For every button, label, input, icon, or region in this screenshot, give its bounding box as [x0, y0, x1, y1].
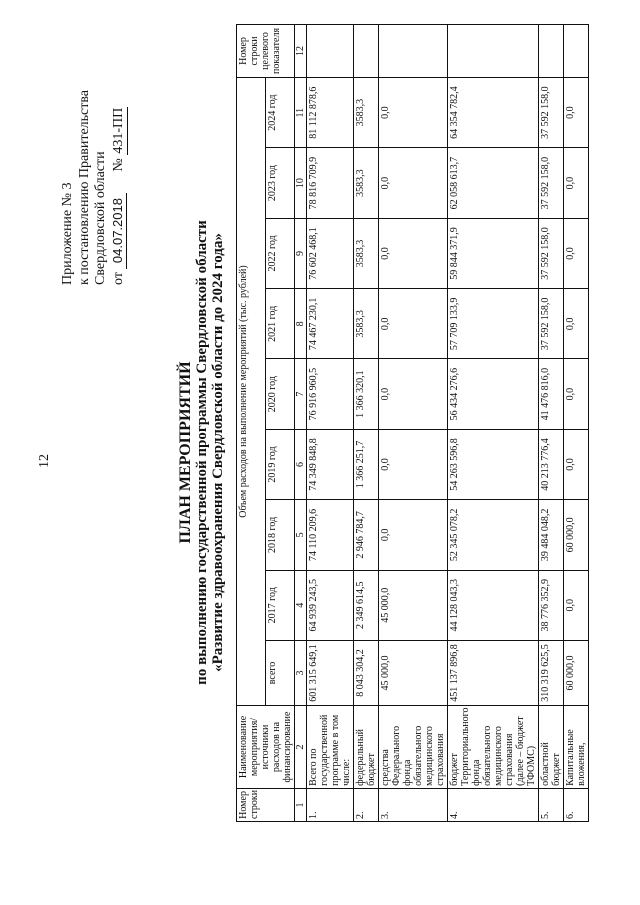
- row-year-value: 76 916 960,5: [307, 359, 354, 429]
- row-year-value: 0,0: [379, 77, 448, 147]
- row-indicator: [307, 25, 354, 78]
- header-name: Наименование мероприятия/ источники расходов на финансирование: [237, 706, 295, 789]
- row-year-value: 62 058 613,7: [448, 148, 539, 218]
- decree-date: 04.07.2018: [110, 193, 128, 269]
- column-number: 2: [295, 706, 307, 789]
- row-total: 8 043 304,2: [354, 640, 379, 705]
- row-total: 60 000,0: [564, 640, 589, 705]
- row-year-value: 76 602 468,1: [307, 218, 354, 288]
- row-name: Всего по государственной программе в том числе:: [307, 706, 354, 789]
- row-year-value: 0,0: [564, 218, 589, 288]
- table-body: [307, 25, 589, 822]
- row-number: 3.: [379, 788, 448, 821]
- column-number: 3: [295, 640, 307, 705]
- header-year: 2017 год: [266, 570, 295, 640]
- row-year-value: 2 946 784,7: [354, 500, 379, 570]
- table-row: [379, 25, 448, 822]
- column-number: 12: [295, 25, 307, 78]
- row-indicator: [564, 25, 589, 78]
- row-year-value: 60 000,0: [564, 500, 589, 570]
- row-name: Капитальные вложения,: [564, 706, 589, 789]
- row-year-value: 40 213 776,4: [539, 429, 564, 499]
- header-year: 2022 год: [266, 218, 295, 288]
- row-year-value: 0,0: [564, 289, 589, 359]
- row-year-value: 0,0: [564, 77, 589, 147]
- row-year-value: 78 816 709,9: [307, 148, 354, 218]
- header-year: 2018 год: [266, 500, 295, 570]
- header-year: 2023 год: [266, 148, 295, 218]
- row-name: федеральный бюджет: [354, 706, 379, 789]
- row-total: 310 319 625,5: [539, 640, 564, 705]
- header-year: 2021 год: [266, 289, 295, 359]
- row-year-value: 37 592 158,0: [539, 148, 564, 218]
- column-number: 6: [295, 429, 307, 499]
- column-number: 10: [295, 148, 307, 218]
- column-numbers-row: [295, 25, 307, 822]
- row-number: 1.: [307, 788, 354, 821]
- row-year-value: 0,0: [564, 570, 589, 640]
- row-year-value: 3583,3: [354, 148, 379, 218]
- header-year: 2024 год: [266, 77, 295, 147]
- row-year-value: 74 467 230,1: [307, 289, 354, 359]
- appendix-line-2: к постановлению Правительства: [76, 89, 92, 285]
- column-number: 7: [295, 359, 307, 429]
- row-year-value: 0,0: [379, 429, 448, 499]
- header-year: 2019 год: [266, 429, 295, 499]
- row-total: 451 137 896,8: [448, 640, 539, 705]
- row-number: 5.: [539, 788, 564, 821]
- number-label: №: [110, 158, 126, 172]
- column-number: 8: [295, 289, 307, 359]
- appendix-date-line: [110, 90, 129, 285]
- table-row: [307, 25, 354, 822]
- row-year-value: 39 484 048,2: [539, 500, 564, 570]
- row-year-value: 37 592 158,0: [539, 218, 564, 288]
- table-row: [564, 25, 589, 822]
- row-year-value: 44 128 043,3: [448, 570, 539, 640]
- decree-number: 431-ПП: [111, 107, 129, 155]
- row-year-value: 3583,3: [354, 289, 379, 359]
- row-year-value: 64 939 243,5: [307, 570, 354, 640]
- title-line-1: ПЛАН МЕРОПРИЯТИЙ: [177, 361, 194, 544]
- row-year-value: 52 345 078,2: [448, 500, 539, 570]
- column-number: 11: [295, 77, 307, 147]
- row-year-value: 74 349 848,8: [307, 429, 354, 499]
- row-number: 2.: [354, 788, 379, 821]
- header-row-number: Номер строки: [237, 788, 295, 821]
- appendix-line-1: Приложение № 3: [60, 182, 75, 285]
- row-number: 4.: [448, 788, 539, 821]
- row-year-value: 0,0: [379, 148, 448, 218]
- row-year-value: 0,0: [564, 148, 589, 218]
- appendix-line-3: Свердловской области: [93, 151, 108, 285]
- row-year-value: 37 592 158,0: [539, 77, 564, 147]
- row-year-value: 0,0: [379, 500, 448, 570]
- title-line-3: «Развитие здравоохранения Свердловской области до 2024 года»: [210, 233, 226, 672]
- row-year-value: 1 366 251,7: [354, 429, 379, 499]
- page-number: 12: [37, 454, 52, 468]
- row-year-value: 57 709 133,9: [448, 289, 539, 359]
- row-year-value: 1 366 320,1: [354, 359, 379, 429]
- row-year-value: 74 110 209,6: [307, 500, 354, 570]
- row-year-value: 0,0: [564, 429, 589, 499]
- row-year-value: 37 592 158,0: [539, 289, 564, 359]
- row-year-value: 0,0: [379, 218, 448, 288]
- header-year: 2020 год: [266, 359, 295, 429]
- row-year-value: 2 349 614,5: [354, 570, 379, 640]
- row-year-value: 64 354 782,4: [448, 77, 539, 147]
- row-year-value: 54 263 596,8: [448, 429, 539, 499]
- appendix-block: [60, 90, 128, 285]
- row-indicator: [354, 25, 379, 78]
- row-year-value: 0,0: [564, 359, 589, 429]
- column-number: 9: [295, 218, 307, 288]
- row-year-value: 3583,3: [354, 77, 379, 147]
- expenditure-table: [236, 24, 589, 822]
- row-name: областной бюджет: [539, 706, 564, 789]
- row-year-value: 81 112 878,6: [307, 77, 354, 147]
- row-year-value: 59 844 371,9: [448, 218, 539, 288]
- from-label: от: [110, 272, 126, 285]
- row-year-value: 38 776 352,9: [539, 570, 564, 640]
- row-year-value: 45 000,0: [379, 570, 448, 640]
- row-indicator: [379, 25, 448, 78]
- header-total: всего: [266, 640, 295, 705]
- row-total: 601 315 649,1: [307, 640, 354, 705]
- row-year-value: 56 434 276,6: [448, 359, 539, 429]
- header-volume: Объем расходов на выполнение мероприятий (тыс. рублей): [237, 77, 266, 705]
- row-year-value: 3583,3: [354, 218, 379, 288]
- row-name: бюджет Территориального фонда обязательного медицинского страхования (далее – бюджет ТФОМС): [448, 706, 539, 789]
- row-number: 6.: [564, 788, 589, 821]
- column-number: 5: [295, 500, 307, 570]
- row-total: 45 000,0: [379, 640, 448, 705]
- title-line-2: по выполнению государственной программы Свердловской области: [194, 220, 210, 685]
- row-indicator: [539, 25, 564, 78]
- header-indicator: Номер строки целевого показателя: [237, 25, 295, 78]
- column-number: 4: [295, 570, 307, 640]
- row-year-value: 41 476 816,0: [539, 359, 564, 429]
- row-indicator: [448, 25, 539, 78]
- table-row: [539, 25, 564, 822]
- row-year-value: 0,0: [379, 289, 448, 359]
- document-title: [178, 0, 226, 905]
- column-number: 1: [295, 788, 307, 821]
- row-year-value: 0,0: [379, 359, 448, 429]
- row-name: средства Федерального фонда обязательного медицинского страхования: [379, 706, 448, 789]
- table-row: [448, 25, 539, 822]
- table-row: [354, 25, 379, 822]
